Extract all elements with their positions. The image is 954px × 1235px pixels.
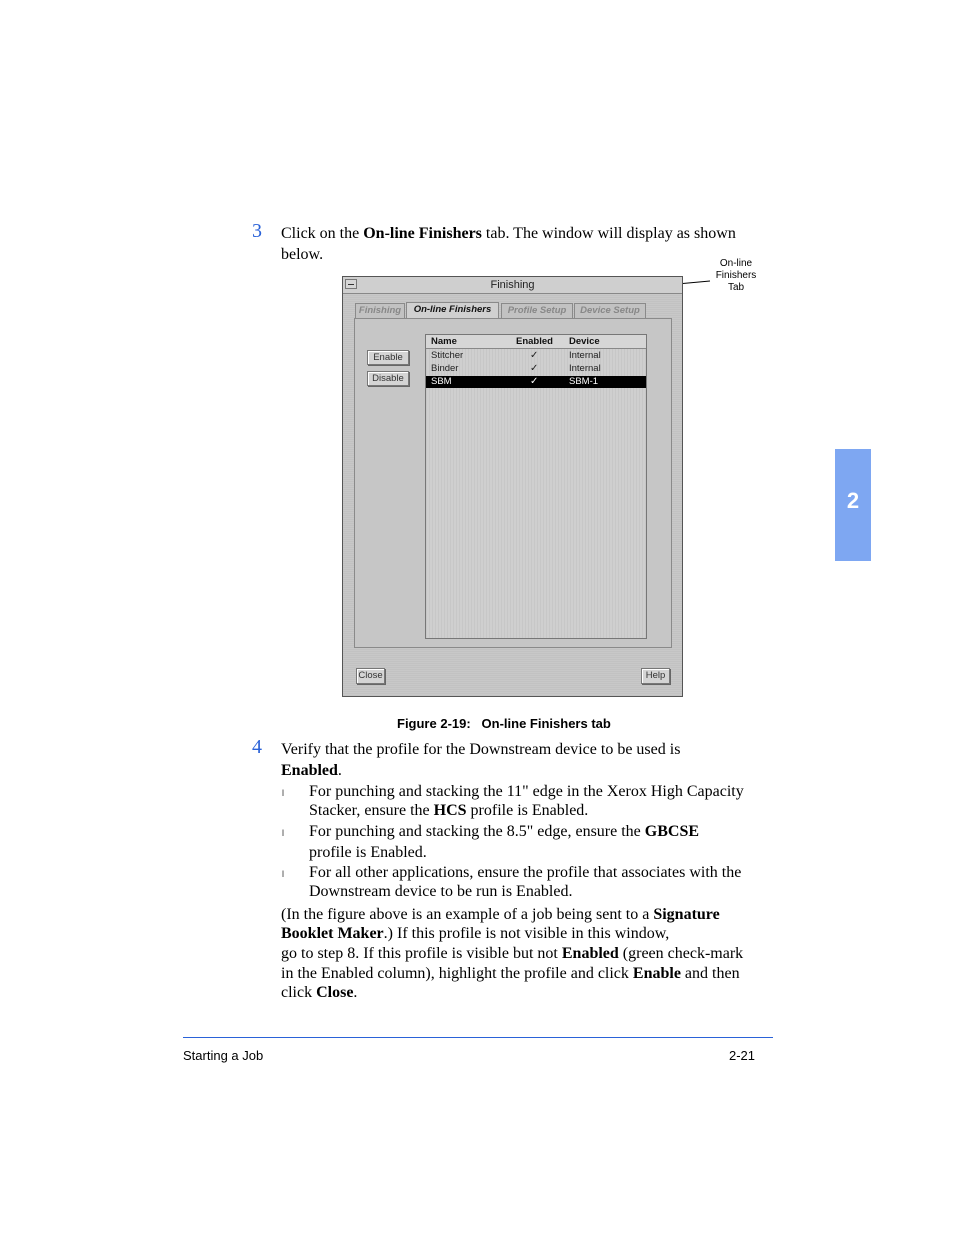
- step-4-line1: Verify that the profile for the Downstream device to be used is: [281, 741, 681, 758]
- table-row-selected[interactable]: [426, 376, 646, 388]
- callout-label: [706, 258, 766, 294]
- step-3-text-pre: Click on the: [281, 225, 364, 242]
- bullet-marker: l: [282, 788, 284, 798]
- para-line2-b: .) If this profile is not visible in this window,: [383, 925, 670, 942]
- para-line1-a: (In the figure above is an example of a job being sent to a: [281, 906, 654, 923]
- column-device[interactable]: Device: [569, 336, 600, 347]
- bullet-1-line1: For punching and stacking the 11" edge in the Xerox High Capacity: [309, 783, 744, 800]
- bullet-2-line2: profile is Enabled.: [309, 844, 427, 861]
- row-device: Internal: [569, 350, 601, 361]
- callout-line-3: Tab: [727, 282, 745, 293]
- footer-section: Starting a Job: [183, 1048, 264, 1063]
- tab-device-setup[interactable]: Device Setup: [574, 303, 646, 318]
- list-header: [426, 335, 646, 349]
- bullet-marker: l: [282, 869, 284, 879]
- bullet-1-line2-b: HCS: [433, 802, 467, 819]
- bullet-marker: l: [282, 828, 284, 838]
- para-line5: [281, 983, 357, 1003]
- tab-finishing[interactable]: Finishing: [355, 303, 405, 318]
- para-line3-a: go to step 8. If this profile is visible but not: [281, 945, 562, 962]
- para-line4-b: Enable: [632, 965, 681, 982]
- para-line3-b: Enabled: [561, 945, 619, 962]
- step-4-period: .: [337, 762, 342, 779]
- caption-title: On-line Finishers tab: [481, 716, 611, 731]
- para-line5-a: click: [281, 984, 317, 1001]
- footer-rule: [183, 1037, 773, 1038]
- tab-profile-setup[interactable]: Profile Setup: [501, 303, 573, 318]
- bullet-1-line2: [309, 801, 588, 821]
- check-icon: ✓: [530, 350, 539, 361]
- figure-caption: [397, 716, 611, 731]
- para-line2: [281, 924, 669, 944]
- para-line1-b: Signature: [653, 906, 720, 923]
- callout-line-1: On-line: [719, 258, 753, 269]
- row-device: Internal: [569, 363, 601, 374]
- step-3-text-line2: below.: [281, 246, 324, 263]
- chapter-number: 2: [846, 488, 860, 513]
- para-line5-b: Close: [316, 984, 354, 1001]
- para-line3-c: (green check-mark: [618, 945, 744, 962]
- callout-line-2: Finishers: [715, 270, 757, 281]
- check-icon: ✓: [530, 363, 539, 374]
- bullet-3-line2: Downstream device to be run is Enabled.: [309, 883, 573, 900]
- finishing-window: [342, 276, 683, 697]
- row-name: SBM: [431, 376, 452, 387]
- close-button[interactable]: Close: [356, 668, 385, 684]
- para-line4: [281, 964, 740, 984]
- bullet-2-line1: [309, 822, 699, 842]
- enable-button[interactable]: Enable: [367, 350, 409, 365]
- bullet-2-line1-b: GBCSE: [644, 823, 700, 840]
- footer-page-number: 2-21: [729, 1048, 756, 1063]
- caption-label: Figure 2-19:: [397, 716, 471, 731]
- step-4-number: 4: [252, 736, 262, 758]
- tab-online-finishers[interactable]: On-line Finishers: [406, 302, 499, 319]
- window-title: Finishing: [490, 279, 535, 291]
- help-button[interactable]: Help: [641, 668, 670, 684]
- disable-button[interactable]: Disable: [367, 371, 409, 386]
- step-3-text: [281, 224, 781, 244]
- step-3-text-post: tab. The window will display as shown: [481, 225, 736, 242]
- column-name[interactable]: Name: [431, 336, 457, 347]
- row-name: Binder: [431, 363, 459, 374]
- step-4-bold: Enabled: [281, 762, 338, 779]
- row-name: Stitcher: [431, 350, 464, 361]
- bullet-3-line1: For all other applications, ensure the profile that associates with the: [309, 864, 742, 881]
- bullet-2-line1-a: For punching and stacking the 8.5" edge, ensure the: [309, 823, 645, 840]
- finishers-list[interactable]: [425, 334, 647, 639]
- para-line2-a: Booklet Maker: [281, 925, 384, 942]
- step-3-number: 3: [252, 220, 262, 242]
- title-bar: [343, 277, 682, 294]
- table-row[interactable]: [426, 350, 646, 362]
- para-line4-a: in the Enabled column), highlight the profile and click: [281, 965, 633, 982]
- step-4-line2: [281, 761, 342, 781]
- row-device: SBM-1: [569, 376, 599, 387]
- para-line5-c: .: [353, 984, 358, 1001]
- para-line4-c: and then: [680, 965, 740, 982]
- table-row[interactable]: [426, 363, 646, 375]
- column-enabled[interactable]: Enabled: [516, 336, 553, 347]
- para-line3: [281, 944, 743, 964]
- step-3-text-bold: On-line Finishers: [363, 225, 482, 242]
- bullet-1-line2-c: profile is Enabled.: [466, 802, 589, 819]
- check-icon: ✓: [530, 376, 539, 387]
- para-line1: [281, 905, 720, 925]
- bullet-1-line2-a: Stacker, ensure the: [309, 802, 434, 819]
